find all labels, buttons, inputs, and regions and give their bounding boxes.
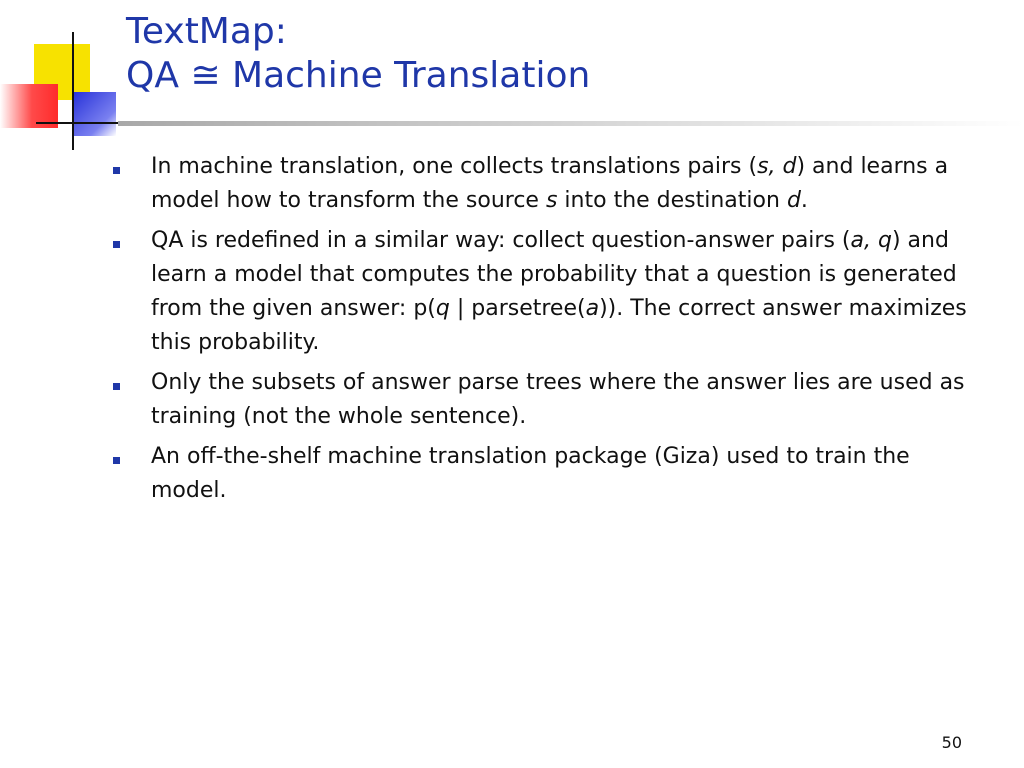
slide-title-line-1: TextMap: [126, 11, 287, 52]
bullet-square-icon [113, 167, 120, 174]
bullet-square-icon [113, 457, 120, 464]
bullet-italic-text: s [545, 188, 558, 213]
bullet-italic-text: s, d [757, 154, 797, 179]
bullet-italic-text: q [435, 296, 450, 321]
bullet-italic-text: a, q [850, 228, 892, 253]
bullet-text: ) and learns a model how to transform the source [151, 154, 949, 213]
bullet-text: Only the subsets of answer parse trees where the answer lies are used as training (not the whole sentence). [151, 370, 965, 429]
bullet-text: An off-the-shelf machine translation package (Giza) used to train the model. [151, 444, 910, 503]
bullet-italic-text: a [585, 296, 600, 321]
slide-logo-graphic [0, 0, 130, 160]
title-divider [118, 121, 1024, 126]
slide-title [126, 10, 590, 98]
bullet-text: )). The correct answer maximizes this probability. [151, 296, 967, 355]
page-number: 50 [941, 733, 962, 752]
bullet-text: . [800, 188, 808, 213]
bullet-italic-text: d [786, 188, 801, 213]
bullet-item [110, 224, 970, 360]
bullet-list [110, 150, 970, 514]
bullet-square-icon [113, 241, 120, 248]
slide-title-line-2: QA ≅ Machine Translation [126, 55, 591, 96]
bullet-item [110, 440, 970, 508]
bullet-text: In machine translation, one collects translations pairs ( [151, 154, 758, 179]
bullet-text: ) and learn a model that computes the probability that a question is generated from the given answer: p( [151, 228, 957, 321]
logo-blue-square [72, 92, 116, 136]
logo-horizontal-line [36, 122, 126, 124]
logo-vertical-line [72, 32, 74, 150]
bullet-text: | parsetree( [449, 296, 586, 321]
bullet-text: QA is redefined in a similar way: collect question-answer pairs ( [151, 228, 851, 253]
bullet-text: into the destination [557, 188, 787, 213]
bullet-item [110, 150, 970, 218]
bullet-square-icon [113, 383, 120, 390]
bullet-item [110, 366, 970, 434]
